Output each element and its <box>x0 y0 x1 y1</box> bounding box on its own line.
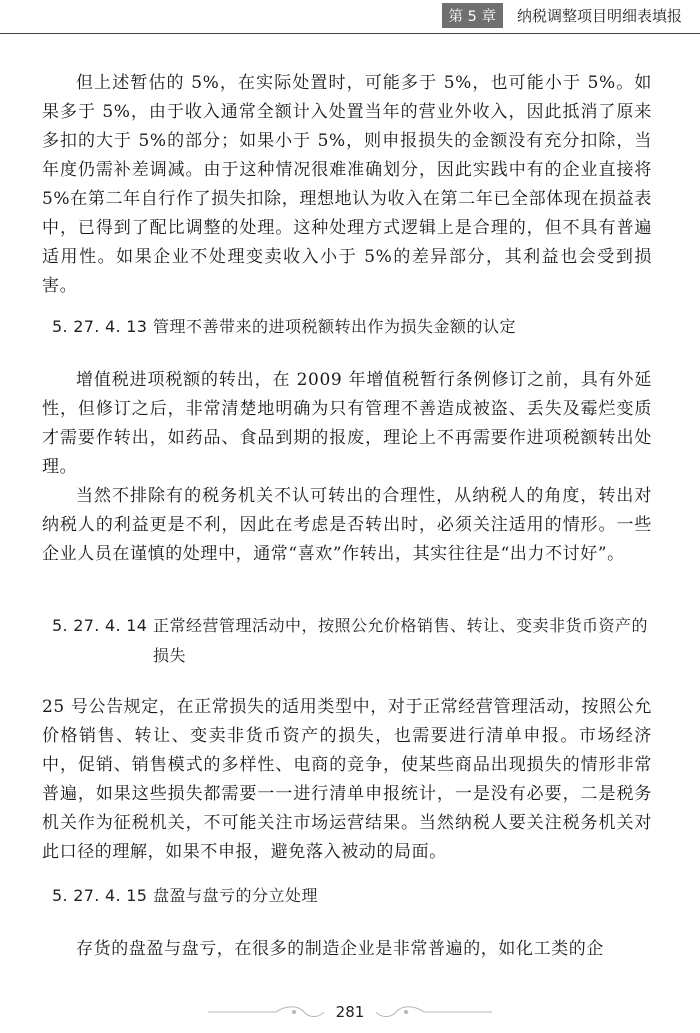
section-title: 管理不善带来的进项税额转出作为损失金额的认定 <box>153 317 517 336</box>
section-number: 5. 27. 4. 13 <box>52 317 148 336</box>
section-number: 5. 27. 4. 14 <box>52 616 148 635</box>
section-title: 正常经营管理活动中，按照公允价格销售、转让、变卖非货币资产的损失 <box>153 616 649 665</box>
right-ornament-icon <box>374 1005 494 1019</box>
section-heading <box>52 312 652 342</box>
left-ornament-icon <box>206 1005 326 1019</box>
paragraph: 25 号公告规定，在正常损失的适用类型中，对于正常经营管理活动，按照公允价格销售、转让、变卖非货币资产的损失，也需要进行清单申报。市场经济中，促销、销售模式的多样性、电商的竞争，使某些商品出现损失的情形非常普遍，如果这些损失都需要一一进行清单申报统计，一是没有必要，二是税务机关作为征税机关，不可能关注市场运营结果。当然纳税人要关注税务机关对此口径的理解，如果不申报，避免落入被动的局面。 <box>42 697 652 862</box>
header-divider <box>0 33 700 34</box>
section-title: 盘盈与盘亏的分立处理 <box>153 886 319 905</box>
running-header <box>442 0 682 31</box>
chapter-label: 第 5 章 <box>442 3 503 28</box>
paragraph: 当然不排除有的税务机关不认可转出的合理性，从纳税人的角度，转出对纳税人的利益更是不利，因此在考虑是否转出时，必须关注适用的情形。一些企业人员在谨慎的处理中，通常“喜欢”作转出，其实往往是“出力不讨好”。 <box>42 486 652 564</box>
section-heading <box>52 881 652 911</box>
section-number: 5. 27. 4. 15 <box>52 886 148 905</box>
paragraph: 增值税进项税额的转出，在 2009 年增值税暂行条例修订之前，具有外延性，但修订之后，非常清楚地明确为只有管理不善造成被盗、丢失及霉烂变质才需要作转出，如药品、食品到期的报废，理论上不再需要作进项税额转出处理。 <box>42 370 652 477</box>
page-footer <box>0 1003 700 1021</box>
chapter-title: 纳税调整项目明细表填报 <box>516 7 682 25</box>
paragraph: 但上述暂估的 5%，在实际处置时，可能多于 5%，也可能小于 5%。如果多于 5%，由于收入通常全额计入处置当年的营业外收入，因此抵消了原来多扣的大于 5%的部分；如果小于 5%，则申报损失的金额没有充分扣除，当年度仍需补差调减。由于这种情况很难准确划分，因此实践中有的企业直接将 5%在第二年自行作了损失扣除，理想地认为收入在第二年已全部体现在损益表中，已得到了配比调整的处理。这种处理方式逻辑上是合理的，但不具有普遍适用性。如果企业不处理变卖收入小于 5%的差异部分，其利益也会受到损害。 <box>42 73 652 296</box>
page-number: 281 <box>335 1003 365 1021</box>
paragraph: 存货的盘盈与盘亏，在很多的制造企业是非常普遍的，如化工类的企 <box>76 939 604 959</box>
section-heading <box>52 611 652 671</box>
